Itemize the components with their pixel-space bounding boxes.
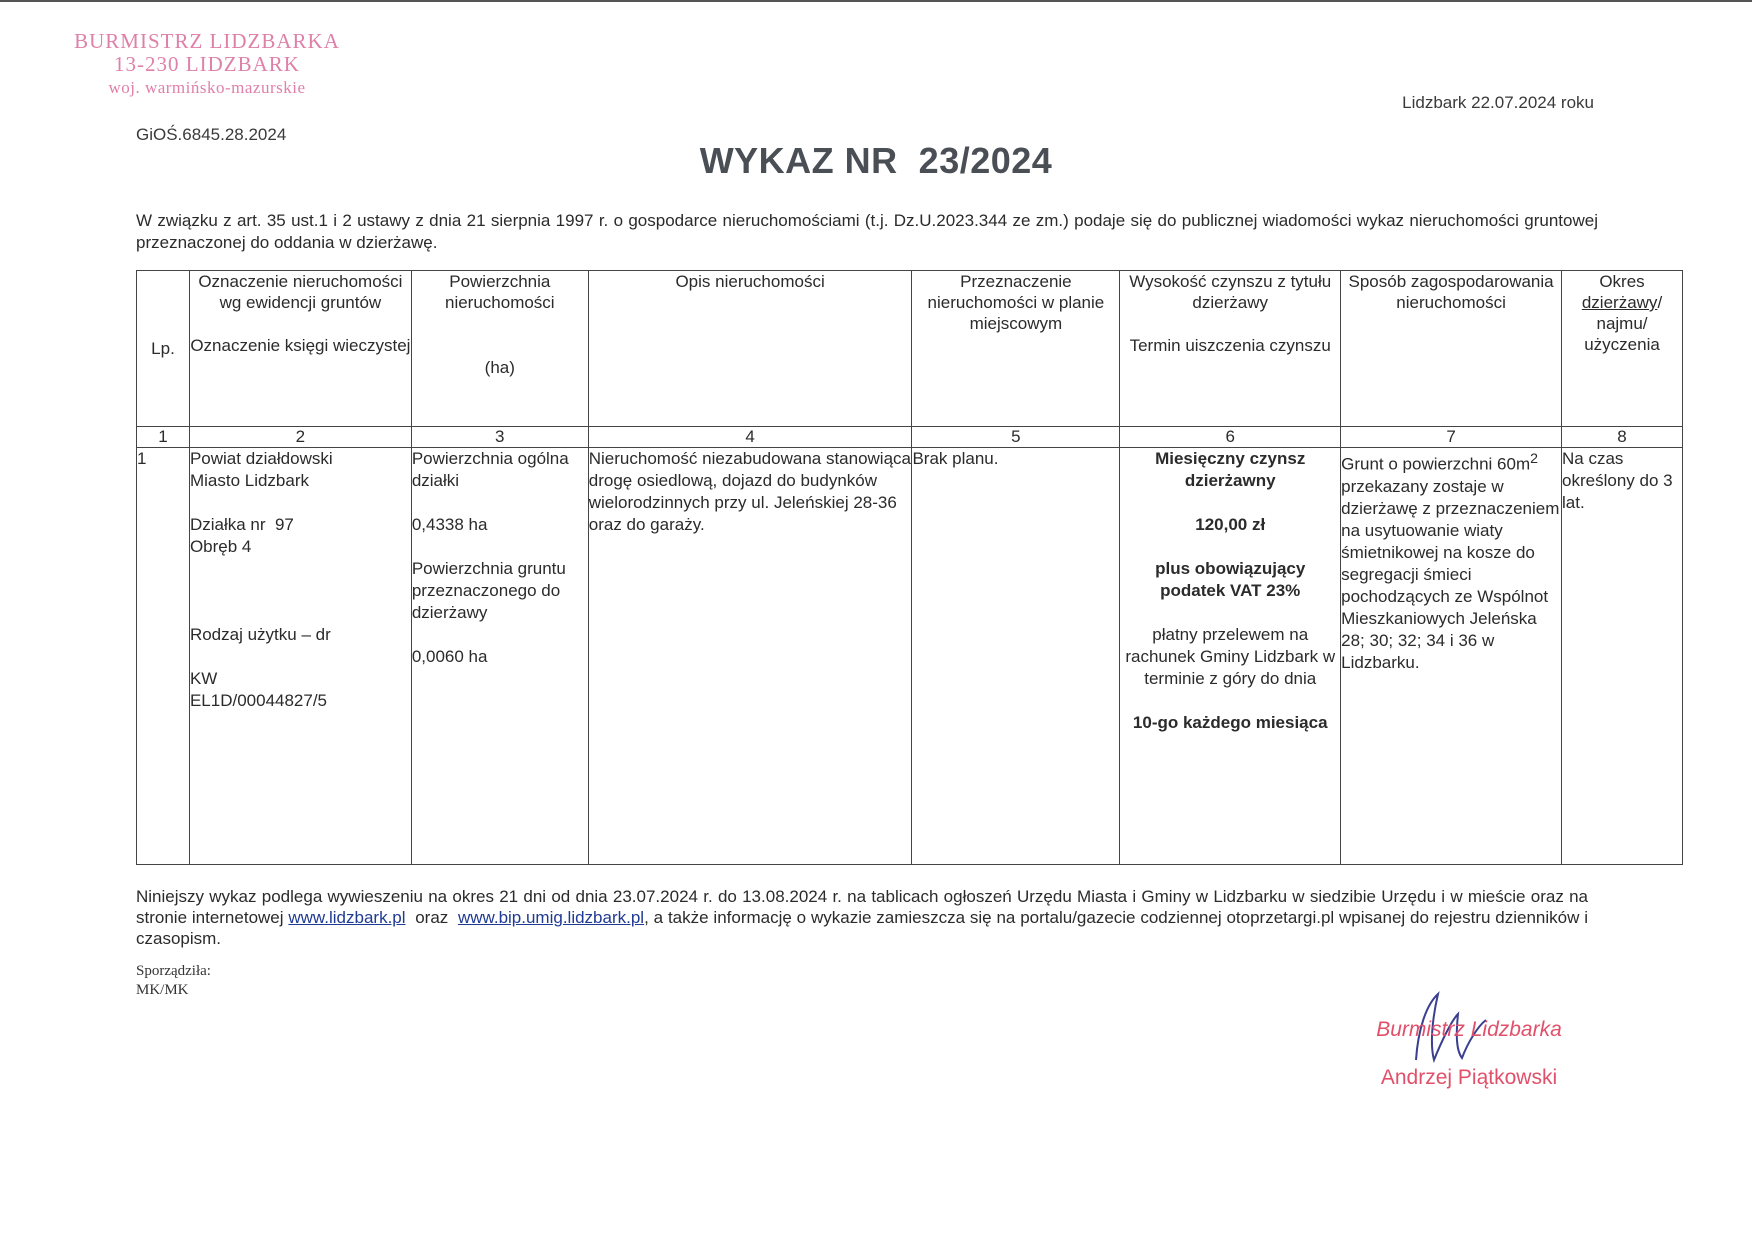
land-register-number: EL1D/00044827/5 [189,691,328,710]
lease-area-value: 0,0060 ha [411,647,488,666]
column-number: 3 [411,427,588,448]
row-description: Nieruchomość niezabudowana stanowiąca drogę osiedlową, dojazd do budynków wielorodzinnych przy ul. Jeleńskiej 28-36 oraz do garaży. [588,448,912,865]
header-col-8-e: użyczenia [1584,335,1660,354]
footer-text-3: , a także informację o wykazie zamieszcza się na portalu/gazecie codziennej otoprzetargi.pl wpisanej do rejestru dzienników i czasopism. [136,908,1589,948]
scan-top-edge [0,0,1752,2]
stamp-line-3: woj. warmińsko-mazurskie [108,78,306,97]
header-col-6 [1120,271,1341,427]
row-rent [1120,448,1341,865]
rent-amount: 120,00 zł [1195,515,1266,534]
stamp-line-1: BURMISTRZ LIDZBARKA [74,29,340,53]
parcel-use-type: Rodzaj użytku – dr [189,625,331,644]
document-title: WYKAZ NR 23/2024 [699,140,1053,181]
total-area-label: Powierzchnia ogólna działki [411,449,569,490]
rent-payment-terms: płatny przelewem na rachunek Gminy Lidzbark w terminie z góry do dnia [1125,625,1336,688]
column-number: 7 [1341,427,1562,448]
column-number: 6 [1120,427,1341,448]
reference-number: GiOŚ.6845.28.2024 [136,125,287,144]
column-number: 8 [1562,427,1683,448]
land-use-text-b: przekazany zostaje w dzierżawę z przeznaczeniem na usytuowanie wiaty śmietnikowej na kosze do segregacji śmieci pochodzących ze Wspólnot Mieszkaniowych Jeleńska 28; 30; 32; 34 i 36 w Lidzbarku. [1341,476,1560,672]
header-col-5: Przeznaczenie nieruchomości w planie miejscowym [912,271,1120,427]
header-col-4: Opis nieruchomości [588,271,912,427]
header-col-6-a: Wysokość czynszu z tytułu dzierżawy [1129,272,1332,312]
header-col-3-a: Powierzchnia nieruchomości [444,272,555,312]
parcel-town: Miasto Lidzbark [189,471,310,490]
link-bip[interactable]: www.bip.umig.lidzbark.pl [457,908,645,927]
header-col-2-a: Oznaczenie nieruchomości wg ewidencji gruntów [198,272,403,312]
parcel-number: Działka nr 97 [189,515,294,534]
header-lp: Lp. [137,271,190,427]
header-col-3-b: (ha) [484,358,515,377]
header-col-8 [1562,271,1683,427]
document-date: Lidzbark 22.07.2024 roku [1402,93,1594,112]
column-number: 1 [137,427,190,448]
table-row [137,448,1683,865]
land-use-text-a: Grunt o powierzchni 60m [1341,454,1531,474]
table-header-row [137,271,1683,427]
prepared-by-initials: MK/MK [136,982,189,998]
parcel-county: Powiat działdowski [189,449,333,468]
property-list-table [136,270,1683,865]
signature-name: Andrzej Piątkowski [1380,1066,1558,1089]
intro-paragraph: W związku z art. 35 ust.1 i 2 ustawy z dnia 21 sierpnia 1997 r. o gospodarce nieruchomościami (t.j. Dz.U.2023.344 ze zm.) podaje się do publicznej wiadomości wykaz nieruchomości gruntowej przeznaczonej do oddania w dzierżawę. [136,211,1598,252]
signature-block [1364,1006,1574,1102]
row-lease-period: Na czas określony do 3 lat. [1562,448,1683,865]
row-parcel-designation [189,448,411,865]
footer-paragraph [136,886,1588,949]
header-col-3 [411,271,588,427]
office-stamp [66,30,348,99]
column-number: 5 [912,427,1120,448]
row-land-use [1341,448,1562,865]
total-area-value: 0,4338 ha [411,515,488,534]
header-col-7: Sposób zagospodarowania nieruchomości [1341,271,1562,427]
column-number: 4 [588,427,912,448]
header-col-6-b: Termin uiszczenia czynszu [1129,336,1331,355]
header-col-8-b: dzierżawy [1581,293,1658,312]
link-lidzbark[interactable]: www.lidzbark.pl [288,908,406,927]
header-col-2-b: Oznaczenie księgi wieczystej [190,336,411,355]
rent-vat: plus obowiązujący podatek VAT 23% [1155,559,1306,600]
row-area [411,448,588,865]
rent-due-day: 10-go każdego miesiąca [1132,713,1328,732]
column-number: 2 [189,427,411,448]
row-lp: 1 [137,448,190,865]
land-register-label: KW [189,669,218,688]
header-col-8-d: najmu/ [1596,314,1648,333]
prepared-by [136,962,211,1000]
signature-title: Burmistrz Lidzbarka [1376,1018,1562,1041]
parcel-precinct: Obręb 4 [189,537,252,556]
header-col-8-c: / [1657,293,1663,312]
row-zoning: Brak planu. [912,448,1120,865]
stamp-line-2: 13-230 LIDZBARK [114,52,300,76]
land-use-sup: 2 [1530,451,1538,467]
column-number-row [137,427,1683,448]
footer-text-2: oraz [405,908,458,927]
prepared-by-label: Sporządziła: [136,963,211,979]
header-col-8-a: Okres [1599,272,1645,291]
header-col-2 [189,271,411,427]
rent-label: Miesięczny czynsz dzierżawny [1155,449,1306,490]
lease-area-label: Powierzchnia gruntu przeznaczonego do dzierżawy [411,559,566,622]
footer-text-1: Niniejszy wykaz podlega wywieszeniu na okres 21 dni od dnia 23.07.2024 r. do 13.08.2024 r. na tablicach ogłoszeń Urzędu Miasta i Gminy w Lidzbarku w siedzibie Urzędu i w mieście oraz na stronie internetowej [136,887,1588,927]
